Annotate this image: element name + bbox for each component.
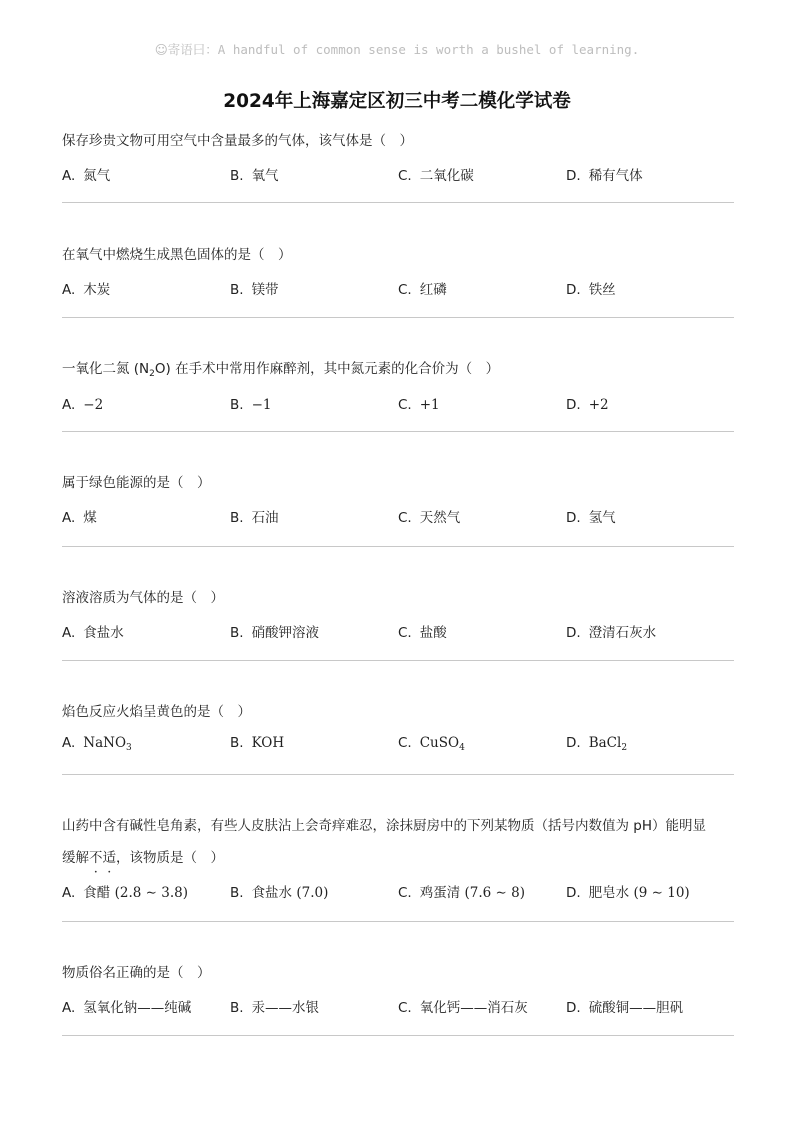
option-c[interactable]: C. +1 — [398, 397, 440, 413]
motto-prefix: ☺寄语曰： — [154, 42, 218, 57]
divider — [62, 921, 734, 922]
question-8 — [62, 957, 734, 1021]
option-a[interactable]: A. 氮气 — [62, 168, 111, 184]
question-4 — [62, 467, 734, 531]
option-a[interactable]: A. 食醋 (2.8 ∼ 3.8) — [62, 885, 188, 901]
question-7 — [62, 810, 734, 906]
question-stem: 一氧化二氮 $(N_2O)$ 在手术中常用作麻醉剂，其中氮元素的化合价为（ ） — [62, 361, 500, 379]
options-row — [62, 730, 734, 760]
option-b[interactable]: B. 氧气 — [230, 168, 279, 184]
options-row — [62, 392, 734, 422]
option-b[interactable]: B. −1 — [230, 397, 272, 413]
option-c[interactable]: C. CuSO$_4$ — [398, 735, 465, 753]
question-stem: 在氧气中燃烧生成黑色固体的是（ ） — [62, 247, 292, 263]
divider — [62, 660, 734, 661]
option-d[interactable]: D. 铁丝 — [566, 282, 616, 298]
motto-text: A handful of common sense is worth a bushel of learning. — [217, 42, 640, 57]
options-row — [62, 159, 734, 189]
option-b[interactable]: B. KOH — [230, 735, 285, 751]
option-d[interactable]: D. 肥皂水 (9 ∼ 10) — [566, 885, 690, 901]
emphasis-char: 不 — [89, 850, 103, 866]
question-stem: 溶液溶质为气体的是（ ） — [62, 590, 224, 606]
option-b[interactable]: B. 食盐水 (7.0) — [230, 885, 329, 901]
question-stem: 属于绿色能源的是（ ） — [62, 475, 211, 491]
question-1 — [62, 125, 734, 189]
divider — [62, 774, 734, 775]
option-a[interactable]: A. −2 — [62, 397, 104, 413]
question-3 — [62, 353, 734, 422]
divider — [62, 202, 734, 203]
question-stem: 焰色反应火焰呈黄色的是（ ） — [62, 704, 251, 720]
options-row — [62, 616, 734, 646]
option-c[interactable]: C. 氧化钙——消石灰 — [398, 1000, 528, 1016]
option-d[interactable]: D. BaCl$_2$ — [566, 735, 628, 753]
question-stem: 物质俗名正确的是（ ） — [62, 965, 211, 981]
question-stem: 保存珍贵文物可用空气中含量最多的气体，该气体是（ ） — [62, 133, 413, 149]
option-c[interactable]: C. 天然气 — [398, 510, 461, 526]
option-a[interactable]: A. 木炭 — [62, 282, 111, 298]
options-row — [62, 273, 734, 303]
divider — [62, 546, 734, 547]
option-c[interactable]: C. 二氧化碳 — [398, 168, 474, 184]
option-a[interactable]: A. NaNO$_3$ — [62, 735, 132, 753]
option-b[interactable]: B. 汞——水银 — [230, 1000, 320, 1016]
option-d[interactable]: D. 澄清石灰水 — [566, 625, 657, 641]
option-b[interactable]: B. 镁带 — [230, 282, 279, 298]
page-title: 2024年上海嘉定区初三中考二模化学试卷 — [223, 91, 571, 112]
option-d[interactable]: D. 硫酸铜——胆矾 — [566, 1000, 684, 1016]
divider — [62, 1035, 734, 1036]
question-stem-line-2: 缓解不适，该物质是（ ） — [62, 850, 224, 866]
option-c[interactable]: C. 盐酸 — [398, 625, 447, 641]
divider — [62, 317, 734, 318]
option-b[interactable]: B. 石油 — [230, 510, 279, 526]
question-6 — [62, 696, 734, 760]
divider — [62, 431, 734, 432]
question-stem-line-1: 山药中含有碱性皂角素，有些人皮肤沾上会奇痒难忍，涂抹厨房中的下列某物质（括号内数值为 pH）能明显 — [62, 818, 707, 834]
question-2 — [62, 239, 734, 303]
options-row — [62, 876, 734, 906]
option-a[interactable]: A. 食盐水 — [62, 625, 124, 641]
emphasis-char: 适 — [102, 850, 116, 866]
option-c[interactable]: C. 鸡蛋清 (7.6 ∼ 8) — [398, 885, 526, 901]
options-row — [62, 501, 734, 531]
option-b[interactable]: B. 硝酸钾溶液 — [230, 625, 320, 641]
options-row — [62, 991, 734, 1021]
option-d[interactable]: D. 氢气 — [566, 510, 616, 526]
question-5 — [62, 582, 734, 646]
option-a[interactable]: A. 氢氧化钠——纯碱 — [62, 1000, 192, 1016]
option-d[interactable]: D. 稀有气体 — [566, 168, 643, 184]
option-c[interactable]: C. 红磷 — [398, 282, 447, 298]
option-d[interactable]: D. +2 — [566, 397, 609, 413]
header-motto — [0, 40, 794, 58]
option-a[interactable]: A. 煤 — [62, 510, 97, 526]
